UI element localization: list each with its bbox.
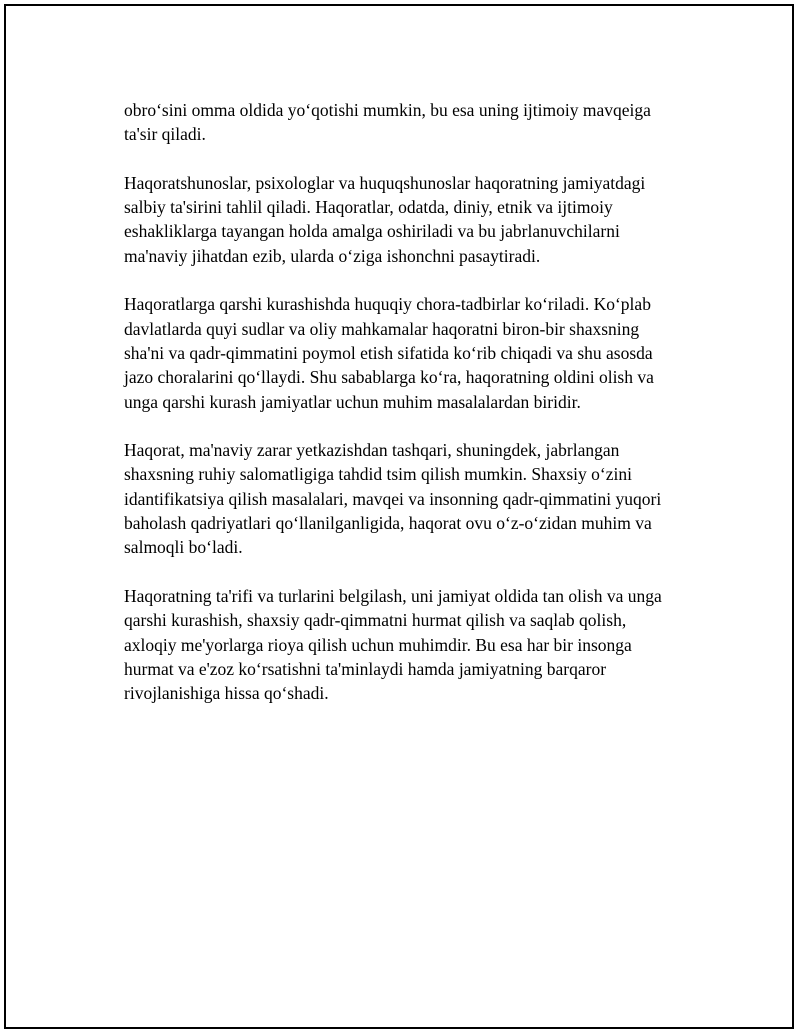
text-line: Haqoratlarga qarshi kurashishda huquqiy chora-tadbirlar ko‘riladi. Ko‘plab xyxy=(124,294,651,315)
text-line: jazo choralarini qo‘llaydi. Shu sabablarga ko‘ra, haqoratning oldini olish va xyxy=(124,367,654,388)
text-line: rivojlanishiga hissa qo‘shadi. xyxy=(124,683,329,704)
text-line: sha'ni va qadr-qimmatini poymol etish sifatida ko‘rib chiqadi va shu asosda xyxy=(124,342,653,363)
text-line: hurmat va e'zoz ko‘rsatishni ta'minlaydi hamda jamiyatning barqaror xyxy=(124,658,607,679)
paragraph-5 xyxy=(124,584,696,705)
text-line: salmoqli bo‘ladi. xyxy=(124,537,243,558)
text-line: eshakliklarga tayangan holda amalga oshiriladi va bu jabrlanuvchilarni xyxy=(124,221,620,242)
text-line: axloqiy me'yorlarga rioya qilish uchun muhimdir. Bu esa har bir insonga xyxy=(124,634,632,655)
text-line: davlatlarda quyi sudlar va oliy mahkamalar haqoratni biron-bir shaxsning xyxy=(124,318,640,339)
paragraph-3 xyxy=(124,292,696,413)
text-line: Haqoratshunoslar, psixologlar va huquqshunoslar haqoratning jamiyatdagi xyxy=(124,172,646,193)
text-line: Haqorat, ma'naviy zarar yetkazishdan tashqari, shuningdek, jabrlangan xyxy=(124,440,620,461)
text-line: baholash qadriyatlari qo‘llanilganligida, haqorat ovu o‘z-o‘zidan muhim va xyxy=(124,513,652,534)
page-frame xyxy=(4,4,794,1029)
text-line: salbiy ta'sirini tahlil qiladi. Haqoratlar, odatda, diniy, etnik va ijtimoiy xyxy=(124,197,613,218)
document-body xyxy=(124,98,696,730)
text-line: obro‘sini omma oldida yo‘qotishi mumkin, bu esa uning ijtimoiy mavqeiga xyxy=(124,100,651,120)
paragraph-4 xyxy=(124,438,696,559)
text-line: qarshi kurashish, shaxsiy qadr-qimmatni hurmat qilish va saqlab qolish, xyxy=(124,610,627,631)
text-line: ma'naviy jihatdan ezib, ularda o‘ziga ishonchni pasaytiradi. xyxy=(124,245,541,266)
text-line: ta'sir qiladi. xyxy=(124,124,206,145)
paragraph-2 xyxy=(124,171,696,268)
text-line: idantifikatsiya qilish masalalari, mavqei va insonning qadr-qimmatini yuqori xyxy=(124,488,662,509)
text-line: Haqoratning ta'rifi va turlarini belgilash, uni jamiyat oldida tan olish va unga xyxy=(124,585,662,606)
text-line: shaxsning ruhiy salomatligiga tahdid tsim qilish mumkin. Shaxsiy o‘zini xyxy=(124,464,632,485)
paragraph-1 xyxy=(124,98,696,147)
text-line: unga qarshi kurash jamiyatlar uchun muhim masalalardan biridir. xyxy=(124,391,581,412)
